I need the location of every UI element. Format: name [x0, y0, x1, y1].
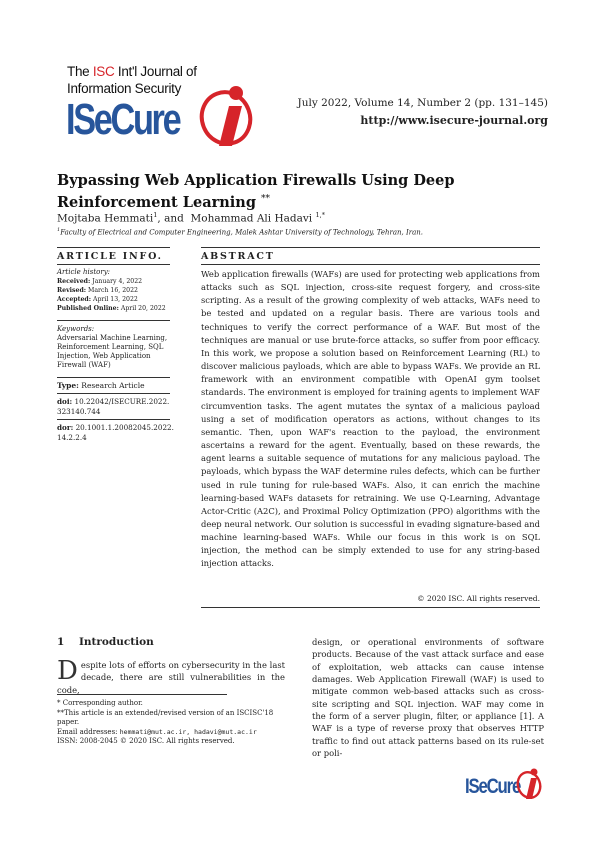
doi-label: doi: [57, 397, 73, 406]
doi-line: 323140.744 [57, 407, 101, 416]
footnote-email [57, 728, 293, 738]
dor-line [57, 423, 174, 433]
accepted-label: Accepted: [57, 296, 92, 303]
author-sep: , and [157, 212, 184, 225]
published-row [57, 304, 177, 313]
author-sup: 1,* [315, 211, 325, 219]
dor [57, 423, 174, 443]
keyword-line: Firewall (WAF) [57, 361, 111, 369]
paper-title [57, 172, 537, 212]
dor-label: dor: [57, 423, 74, 432]
type-label: Type: [57, 381, 79, 390]
doi-line [57, 397, 169, 407]
abstract-copyright: © 2020 ISC. All rights reserved. [417, 594, 540, 603]
divider [57, 320, 170, 321]
revised-date: March 16, 2022 [88, 287, 138, 294]
footnote-extended: **This article is an extended/revised version of an ISCISC'18 paper. [57, 708, 274, 727]
logo-line-2: Information Security [67, 81, 182, 96]
article-info-heading: ARTICLE INFO. [57, 251, 163, 262]
type-value: Research Article [81, 381, 145, 390]
intro-left-column [57, 656, 285, 696]
keyword-line: Adversarial Machine Learning, [57, 334, 168, 342]
accepted-row [57, 295, 177, 304]
isecure-i-logo-icon [196, 80, 254, 152]
affiliation-sup: 1 [57, 227, 61, 233]
doi [57, 397, 169, 417]
keywords-label: Keywords: [57, 325, 95, 333]
divider [57, 247, 170, 248]
published-label: Published Online: [57, 305, 119, 312]
authors [57, 211, 325, 225]
footnote-corresponding: * Corresponding author. [57, 699, 143, 707]
drop-cap: D [57, 656, 78, 686]
section-number: 1 [57, 636, 65, 648]
received-label: Received: [57, 278, 91, 285]
intro-right-column: design, or operational environments of software products. Because of the vast attack surface and ease of exploitation, web attacks can cause intense damages. Web Application Firewall (WAF) is used to mitigate common web-based attacks such as cross-site scripting and SQL injection. WAF may come in the form of a server plugin, filter, or appliance [1]. A WAF is a type of reverse proxy that observes HTTP traffic to find out attack patterns based on its rule-set or poli- [312, 637, 544, 759]
logo-text: The [67, 64, 93, 79]
divider [201, 264, 540, 265]
divider [201, 247, 540, 248]
section-heading-introduction [57, 636, 154, 648]
divider [57, 377, 170, 378]
published-date: April 20, 2022 [120, 305, 166, 312]
footnotes [57, 699, 293, 747]
email-label: Email addresses: [57, 727, 118, 736]
footnote-rule [57, 694, 227, 695]
doi-value[interactable]: 10.22042/ISECURE.2022. [74, 397, 170, 406]
author-sup: 1 [153, 211, 158, 219]
email-addresses[interactable]: hemmati@mut.ac.ir, hadavi@mut.ac.ir [119, 727, 257, 736]
article-type [57, 381, 145, 390]
logo-isc: ISC [92, 64, 115, 79]
history-label: Article history: [57, 268, 111, 276]
received-row [57, 277, 177, 286]
divider [57, 419, 170, 420]
divider [57, 393, 170, 394]
abstract-text: Web application firewalls (WAFs) are used for protecting web applications from attacks such as SQL injection, cross-site request forgery, and cross-site scripting. As a result of the growing complexity of web attacks, WAFs need to be tested and updated on a regular basis. There are various tools and techniques to verify the correct performance of a WAF. But most of the techniques are manual or use brute-force attacks, so suffer from poor efficacy. In this work, we propose a solution based on Reinforcement Learning (RL) to discover malicious payloads, which are able to bypass WAFs. We provide an RL framework with an environment compatible with OpenAI gym toolset standards. The environment is employed for training agents to implement WAF circumvention tasks. The agent mutates the syntax of a malicious payload using a set of modification operators as actions, without changes to its semantic. Then, upon WAF's reaction to the payload, the environment ascertains a reward for the agent. Eventually, based on these rewards, the agent learns a suitable sequence of mutations for any malicious payload. The payloads, which bypass the WAF determine rules defects, which can be further used in rule tuning for rule-based WAFs. Also, it can enrich the machine learning-based WAFs datasets for retraining. We use Q-Learning, Advantage Actor-Critic (A2C), and Proximal Policy Optimization (PPO) algorithms with the deep neural network. Our solution is successful in evading signature-based and machine learning-based WAFs. While our focus in this work is on SQL injection, the method can be simply extended to use for any string-based injection attacks. [201, 269, 540, 569]
accepted-date: April 13, 2022 [92, 296, 138, 303]
footer-isecure-wordmark: ISeCure [465, 775, 521, 798]
dor-line: 14.2.2.4 [57, 433, 87, 442]
author-name: Mohammad Ali Hadavi [190, 212, 313, 225]
keywords [57, 325, 177, 370]
title-footnote-mark: ** [261, 194, 271, 204]
title-text: Bypassing Web Application Firewalls Using Deep Reinforcement Learning [57, 172, 455, 211]
intro-left-text: espite lots of efforts on cybersecurity in the last decade, there are still vulnerabilities in the code, [57, 660, 285, 695]
journal-url[interactable]: http://www.isecure-journal.org [360, 114, 548, 127]
received-date: January 4, 2022 [92, 278, 143, 285]
revised-label: Revised: [57, 287, 87, 294]
article-history [57, 268, 177, 313]
dor-value: 20.1001.1.20082045.2022. [75, 423, 174, 432]
affiliation [57, 227, 423, 236]
footer-isecure-i-icon [515, 766, 543, 802]
divider [57, 264, 170, 265]
abstract-heading: ABSTRACT [201, 251, 275, 262]
logo-line-1 [67, 64, 197, 79]
footnote-issn: ISSN: 2008-2045 © 2020 ISC. All rights reserved. [57, 737, 235, 746]
divider [201, 607, 540, 608]
section-title: Introduction [78, 636, 154, 648]
journal-info: July 2022, Volume 14, Number 2 (pp. 131–145) [297, 97, 548, 109]
keyword-line: Injection, Web Application [57, 352, 151, 360]
logo-text: Int'l Journal of [114, 64, 197, 79]
isecure-wordmark: ISeCure [66, 95, 180, 144]
keyword-line: Reinforcement Learning, SQL [57, 343, 164, 351]
revised-row [57, 286, 177, 295]
affiliation-text: Faculty of Electrical and Computer Engineering, Malek Ashtar University of Technology, Tehran, Iran. [60, 228, 424, 237]
author-name: Mojtaba Hemmati [57, 212, 154, 225]
